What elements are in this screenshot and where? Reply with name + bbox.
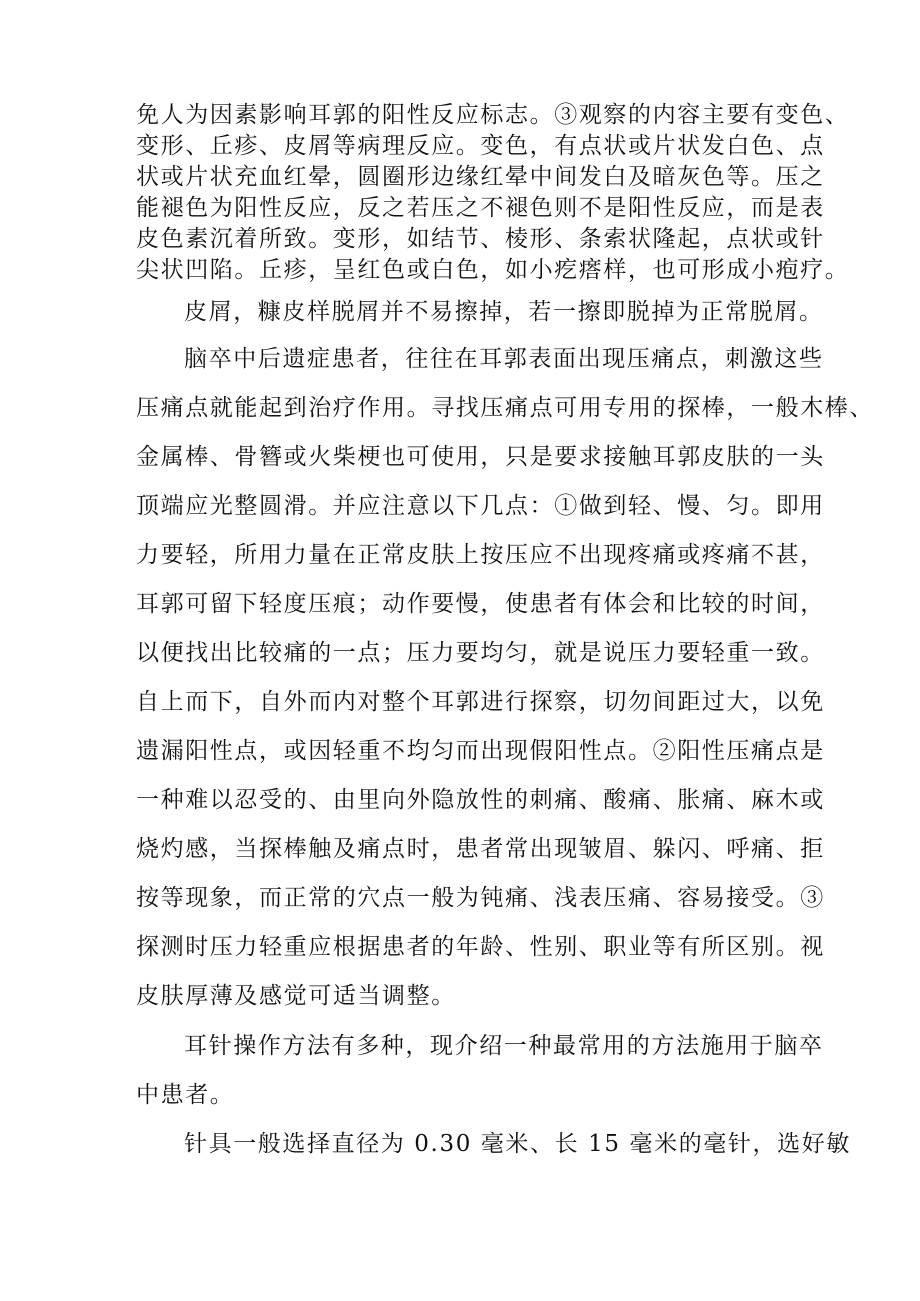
text-line: 一种难以忍受的、由里向外隐放性的刺痛、酸痛、胀痛、麻木或 <box>136 787 825 813</box>
text-line: 皮肤厚薄及感觉可适当调整。 <box>136 983 456 1009</box>
text-line: 能褪色为阳性反应，反之若压之不褪色则不是阳性反应，而是表 <box>136 195 825 221</box>
text-line: 按等现象，而正常的穴点一般为钝痛、浅表压痛、容易接受。③ <box>136 885 825 911</box>
text-line: 以便找出比较痛的一点；压力要均匀，就是说压力要轻重一致。 <box>136 640 825 666</box>
text-line: 耳郭可留下轻度压痕；动作要慢，使患者有体会和比较的时间， <box>136 591 825 617</box>
text-line: 中患者。 <box>136 1082 235 1108</box>
text-line: 金属棒、骨簪或火柴梗也可使用，只是要求接触耳郭皮肤的一头 <box>136 444 825 470</box>
text-line: 皮色素沉着所致。变形，如结节、棱形、条索状隆起，点状或针 <box>136 226 825 252</box>
text-line: 力要轻，所用力量在正常皮肤上按压应不出现疼痛或疼痛不甚， <box>136 542 825 568</box>
text-line: 压痛点就能起到治疗作用。寻找压痛点可用专用的探棒，一般木棒、 <box>136 395 874 421</box>
text-line: 自上而下，自外而内对整个耳郭进行探察，切勿间距过大，以免 <box>136 689 825 715</box>
text-line: 遗漏阳性点，或因轻重不均匀而出现假阳性点。②阳性压痛点是 <box>136 738 825 764</box>
text-line: 探测时压力轻重应根据患者的年龄、性别、职业等有所区别。视 <box>136 934 825 960</box>
text-line: 状或片状充血红晕，圆圈形边缘红晕中间发白及暗灰色等。压之 <box>136 164 825 190</box>
paragraph-first-line: 针具一般选择直径为 0.30 毫米、长 15 毫米的毫针，选好敏 <box>184 1131 851 1157</box>
text-line: 烧灼感，当探棒触及痛点时，患者常出现皱眉、躲闪、呼痛、拒 <box>136 836 825 862</box>
text-line: 变形、丘疹、皮屑等病理反应。变色，有点状或片状发白色、点 <box>136 133 825 159</box>
text-line: 尖状凹陷。丘疹，呈红色或白色，如小疙瘩样，也可形成小疱疗。 <box>136 257 850 283</box>
paragraph-first-line: 皮屑，糠皮样脱屑并不易擦掉，若一擦即脱掉为正常脱屑。 <box>184 299 824 325</box>
paragraph-first-line: 耳针操作方法有多种，现介绍一种最常用的方法施用于脑卒 <box>184 1033 824 1059</box>
text-line: 免人为因素影响耳郭的阳性反应标志。③观察的内容主要有变色、 <box>136 102 850 128</box>
paragraph-first-line: 脑卒中后遗症患者，往往在耳郭表面出现压痛点，刺激这些 <box>184 346 824 372</box>
text-line: 顶端应光整圆滑。并应注意以下几点：①做到轻、慢、匀。即用 <box>136 493 825 519</box>
